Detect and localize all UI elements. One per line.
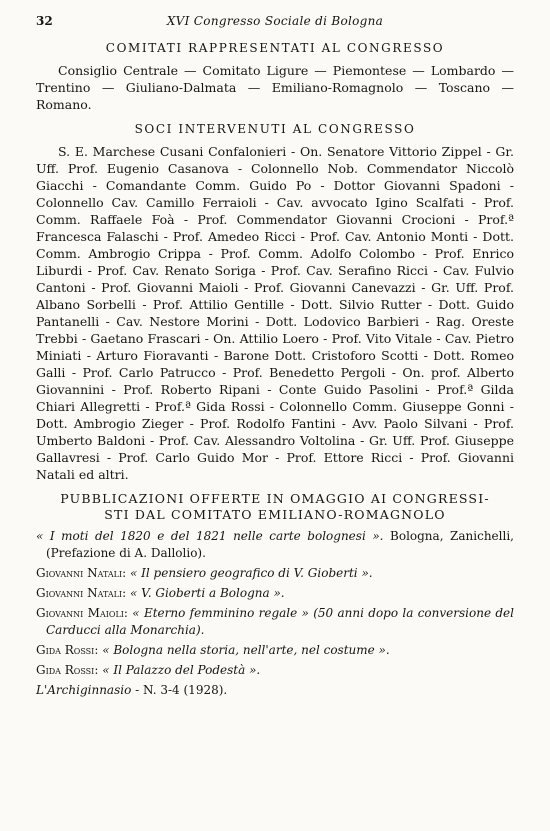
- bibliography-entry: [36, 585, 514, 602]
- entry-rest: Bologna, Zanichelli, (Prefazione di A. Dallolio).: [46, 529, 514, 560]
- running-title: XVI Congresso Sociale di Bologna: [166, 14, 384, 28]
- entry-title: L'Archiginnasio: [36, 683, 132, 697]
- entry-author: Giovanni Maioli:: [36, 606, 128, 620]
- entry-author: Gida Rossi:: [36, 663, 99, 677]
- bibliography-entry: [36, 682, 514, 699]
- entry-title: « V. Gioberti a Bologna ».: [126, 586, 285, 600]
- entry-rest: - N. 3-4 (1928).: [131, 683, 228, 697]
- entry-author: Gida Rossi:: [36, 643, 99, 657]
- entry-title: « Il Palazzo del Podestà ».: [98, 663, 261, 677]
- entry-title: « Eterno femminino regale » (50 anni dopo la conversione del Carducci alla Monarchia).: [46, 606, 514, 637]
- entry-title: « Bologna nella storia, nell'arte, nel costume ».: [98, 643, 390, 657]
- entry-author: Giovanni Natali:: [36, 566, 127, 580]
- entry-title: « I moti del 1820 e del 1821 nelle carte bolognesi ».: [36, 529, 384, 543]
- publications-list: [36, 528, 514, 699]
- bibliography-entry: [36, 662, 514, 679]
- bibliography-entry: [36, 528, 514, 562]
- publications-heading-line1: PUBBLICAZIONI OFFERTE IN OMAGGIO AI CONGRESSI-: [60, 491, 490, 506]
- bibliography-entry: [36, 565, 514, 582]
- page-header: [36, 10, 514, 32]
- committees-text: Consiglio Centrale — Comitato Ligure — Piemontese — Lombardo — Trentino — Giuliano-Dalmata — Emiliano-Romagnolo — Toscano — Romano.: [36, 63, 514, 112]
- bibliography-entry: [36, 605, 514, 639]
- members-text: S. E. Marchese Cusani Confalonieri - On. Senatore Vittorio Zippel - Gr. Uff. Prof. Eugenio Casanova - Colonnello Nob. Commendator Niccolò Giacchi - Comandante Comm. Guido Po - Dottor Giovanni Spadoni - Colonnello Cav. Camillo Ferraioli - Cav. avvocato Igino Scalfati - Prof. Comm. Raffaele Foà - Prof. Commendator Giovanni Crocioni - Prof.ª Francesca Falaschi - Prof. Amedeo Ricci - Prof. Cav. Antonio Monti - Dott. Comm. Ambrogio Crippa - Prof. Comm. Adolfo Colombo - Prof. Enrico Liburdi - Prof. Cav. Renato Soriga - Prof. Cav. Serafino Ricci - Cav. Fulvio Cantoni - Prof. Giovanni Maioli - Prof. Giovanni Canevazzi - Gr. Uff. Prof. Albano Sorbelli - Prof. Attilio Gentille - Dott. Silvio Rutter - Dott. Guido Pantanelli - Cav. Nestore Morini - Dott. Lodovico Barbieri - Rag. Oreste Trebbi - Gaetano Frascari - On. Attilio Loero - Prof. Vito Vitale - Cav. Pietro Miniati - Arturo Fioravanti - Barone Dott. Cristoforo Scotti - Dott. Romeo Galli - Prof. Carlo Patrucco - Prof. Benedetto Pergoli - On. prof. Alberto Giovannini - Prof. Roberto Ripani - Conte Guido Pasolini - Prof.ª Gilda Chiari Allegretti - Prof.ª Gida Rossi - Colonnello Comm. Giuseppe Gonni - Dott. Ambrogio Zieger - Prof. Rodolfo Fantini - Avv. Paolo Silvani - Prof. Umberto Baldoni - Prof. Cav. Alessandro Voltolina - Gr. Uff. Prof. Giuseppe Gallavresi - Prof. Carlo Guido Mor - Prof. Ettore Ricci - Prof. Giovanni Natali ed altri.: [36, 144, 514, 482]
- page-number: 32: [36, 14, 53, 28]
- members-heading: SOCI INTERVENUTI AL CONGRESSO: [134, 122, 416, 136]
- bibliography-entry: [36, 642, 514, 659]
- publications-heading: [36, 491, 514, 523]
- committees-heading: COMITATI RAPPRESENTATI AL CONGRESSO: [105, 41, 445, 55]
- publications-heading-line2: STI DAL COMITATO EMILIANO-ROMAGNOLO: [104, 507, 446, 522]
- entry-author: Giovanni Natali:: [36, 586, 127, 600]
- entry-title: « Il pensiero geografico di V. Gioberti ».: [126, 566, 373, 580]
